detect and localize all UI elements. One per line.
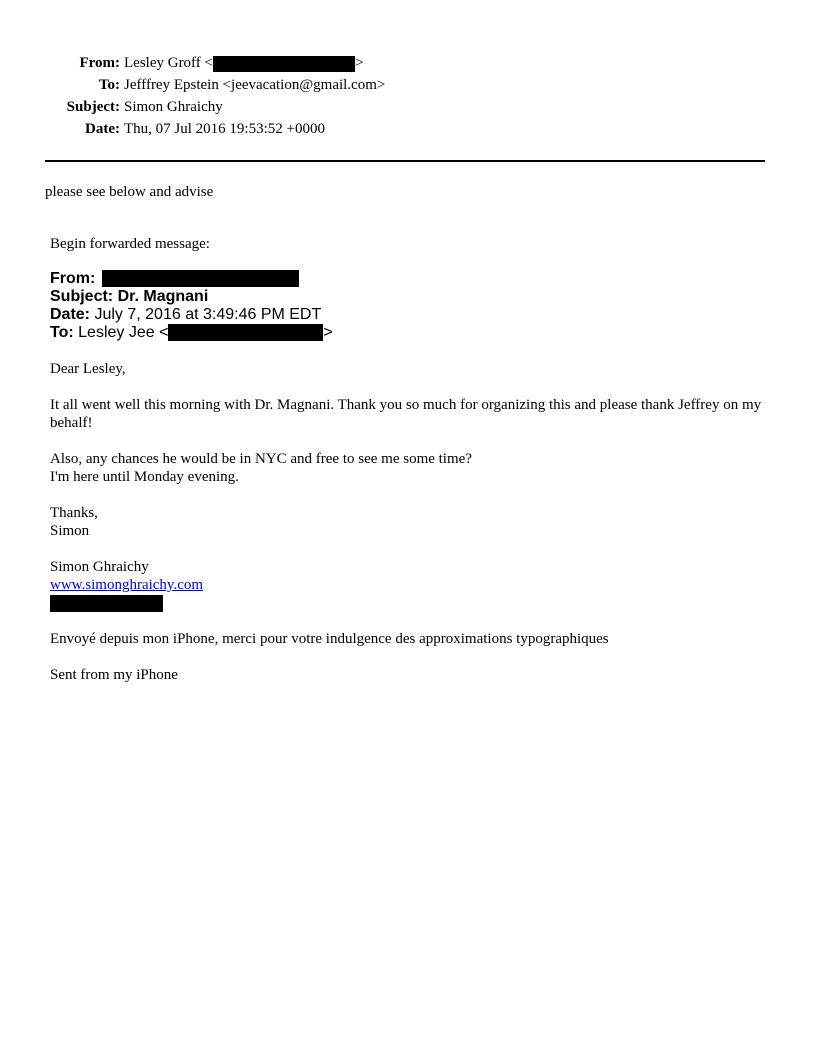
greeting [50, 360, 770, 378]
forwarded-message [50, 234, 770, 702]
forwarded-to-label: To: [50, 324, 74, 341]
signature-redaction-line [50, 594, 770, 612]
email-header [0, 52, 816, 140]
iphone-note-french [50, 630, 770, 648]
message-body [50, 360, 770, 684]
redaction-block [168, 324, 323, 341]
forwarded-date-value: July 7, 2016 at 3:49:46 PM EDT [94, 306, 322, 323]
signature-link-line [50, 576, 770, 594]
header-from-end: > [355, 55, 364, 71]
header-date-label: Date: [85, 121, 120, 137]
forwarded-headers [50, 270, 770, 342]
forwarded-to-row [50, 324, 770, 342]
paragraph-2-line-2: I'm here until Monday evening. [50, 469, 239, 485]
paragraph-1 [50, 396, 770, 432]
header-divider [45, 160, 765, 162]
header-from-name: Lesley Groff < [124, 55, 213, 71]
redaction-block [50, 595, 163, 612]
header-subject-label: Subject: [66, 99, 120, 115]
closing-line-1: Thanks, [50, 505, 98, 521]
signature-name: Simon Ghraichy [50, 559, 149, 575]
header-from-row [0, 52, 816, 74]
forwarded-subject-value: Dr. Magnani [117, 288, 209, 305]
forwarded-begin-text: Begin forwarded message: [50, 236, 210, 252]
forwarded-subject-label: Subject: [50, 288, 114, 305]
header-from-label: From: [79, 55, 120, 71]
forwarded-to-value: Lesley Jee < [78, 324, 169, 341]
redaction-block [102, 270, 299, 287]
iphone-note-french-text: Envoyé depuis mon iPhone, merci pour votre indulgence des approximations typographiques [50, 631, 609, 648]
header-to-value: Jefffrey Epstein <jeevacation@gmail.com> [124, 77, 386, 93]
forwarded-subject-row [50, 288, 770, 306]
greeting-text: Dear Lesley, [50, 361, 126, 377]
paragraph-1-text: It all went well this morning with Dr. Magnani. Thank you so much for organizing this and please thank Jeffrey on my behalf! [50, 397, 762, 431]
forwarded-from-label: From: [50, 270, 96, 287]
signature-website-link[interactable]: www.simonghraichy.com [50, 577, 204, 593]
signature [50, 558, 770, 612]
iphone-note-english-text: Sent from my iPhone [50, 667, 178, 684]
closing [50, 504, 770, 540]
header-to-row [0, 74, 816, 96]
forwarded-from-row [50, 270, 770, 288]
header-subject-value: Simon Ghraichy [124, 99, 223, 115]
header-to-label: To: [98, 77, 120, 93]
paragraph-2-line-1: Also, any chances he would be in NYC and free to see me some time? [50, 451, 472, 467]
closing-line-2: Simon [50, 523, 90, 539]
paragraph-2 [50, 450, 770, 486]
forwarded-date-row [50, 306, 770, 324]
redaction-block [213, 56, 355, 72]
header-from-value [124, 52, 363, 74]
intro-text: please see below and advise [45, 184, 214, 200]
forwarded-date-label: Date: [50, 306, 91, 323]
forwarded-to-end: > [323, 324, 333, 341]
header-date-value: Thu, 07 Jul 2016 19:53:52 +0000 [124, 121, 325, 137]
iphone-note-english [50, 666, 770, 684]
header-subject-row [0, 96, 816, 118]
header-date-row [0, 118, 816, 140]
